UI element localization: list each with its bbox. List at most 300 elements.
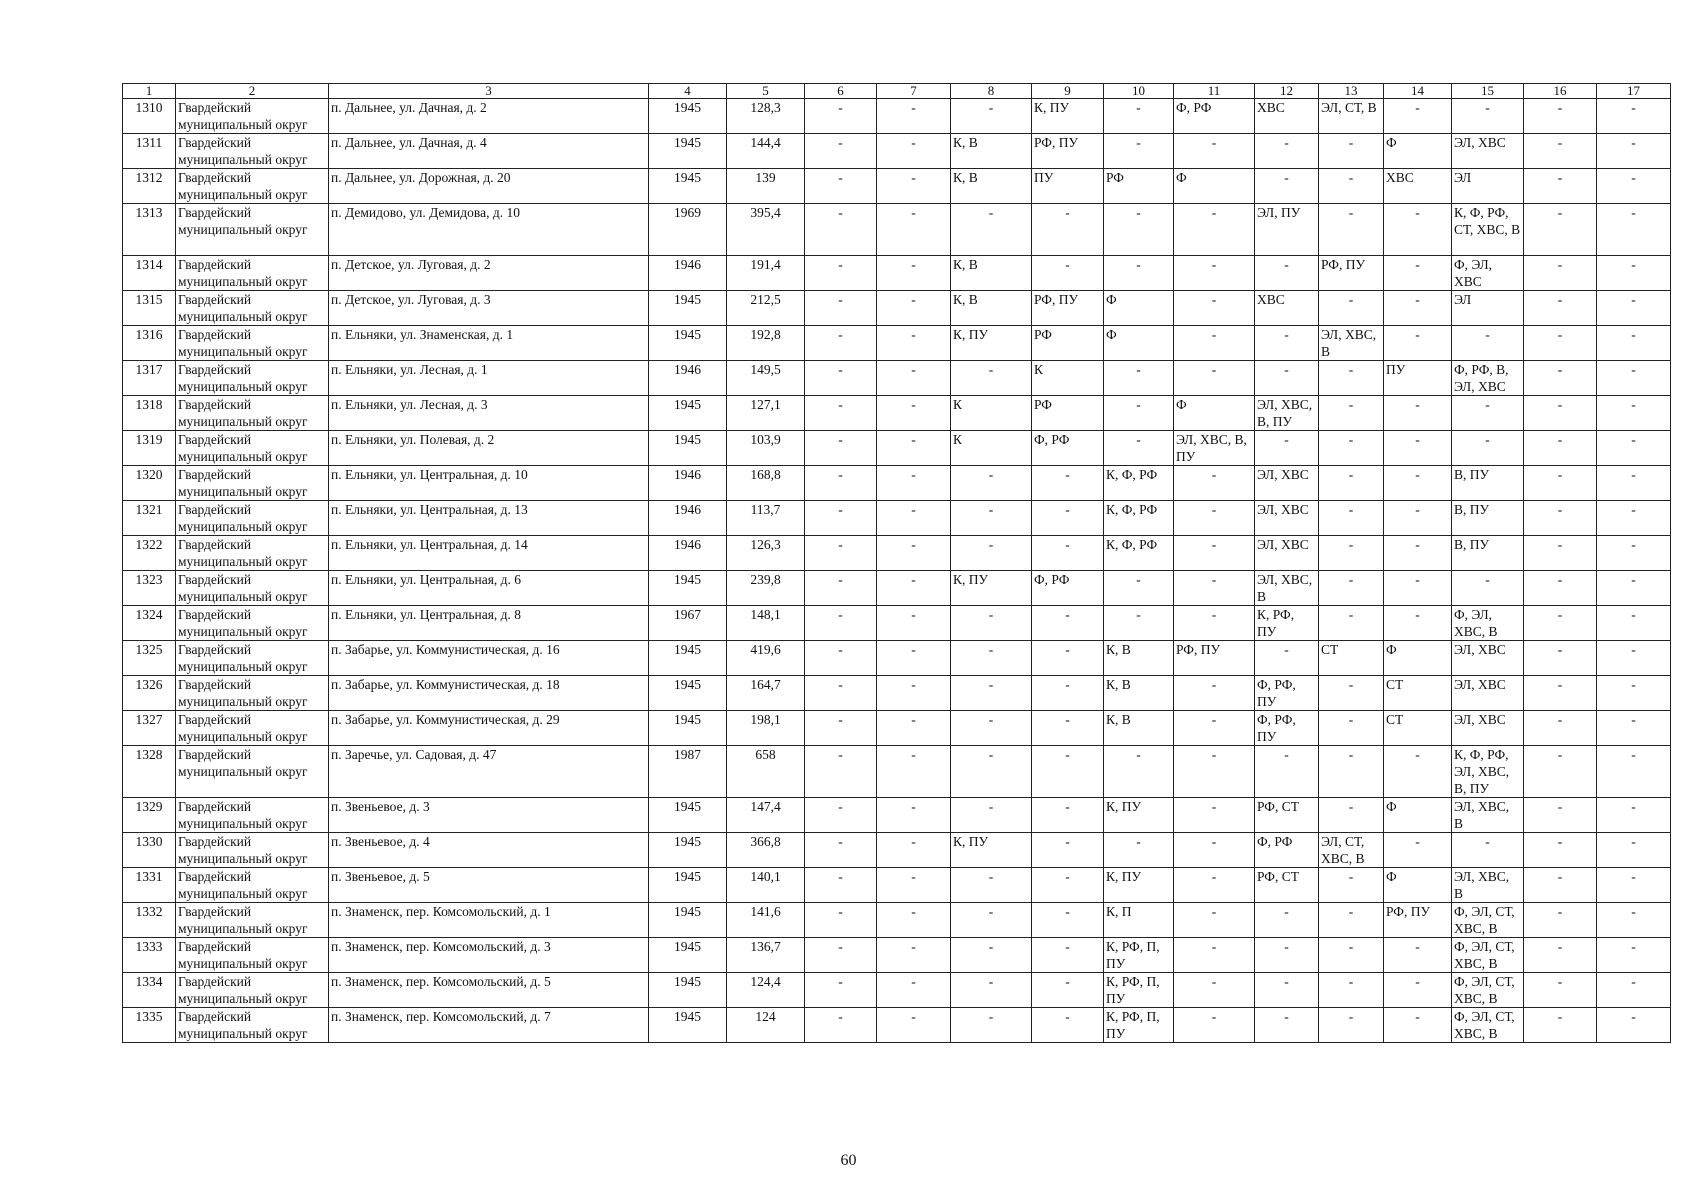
table-cell: - [877, 676, 951, 711]
table-cell: Гвардейский муниципальный округ [176, 396, 329, 431]
row-index-cell: 1320 [123, 466, 176, 501]
table-cell: - [1255, 169, 1319, 204]
table-cell: - [1384, 204, 1452, 256]
table-row [123, 1008, 1671, 1043]
table-cell: 198,1 [727, 711, 805, 746]
row-index-cell: 1311 [123, 134, 176, 169]
table-cell: 103,9 [727, 431, 805, 466]
table-cell: К, ПУ [951, 571, 1032, 606]
table-cell: 1945 [649, 134, 727, 169]
table-cell: - [1174, 1008, 1255, 1043]
table-cell: К, РФ, П, ПУ [1104, 1008, 1174, 1043]
row-index-cell: 1316 [123, 326, 176, 361]
table-cell: - [1174, 204, 1255, 256]
table-cell: К, В [951, 134, 1032, 169]
row-index-cell: 1331 [123, 868, 176, 903]
table-cell: К, Ф, РФ [1104, 536, 1174, 571]
table-cell: - [1452, 833, 1524, 868]
table-cell: - [1104, 571, 1174, 606]
table-cell: - [1174, 746, 1255, 798]
table-cell: - [951, 641, 1032, 676]
table-cell: 1945 [649, 396, 727, 431]
address-cell: п. Ельняки, ул. Центральная, д. 14 [329, 536, 649, 571]
row-index-cell: 1326 [123, 676, 176, 711]
table-cell: - [877, 606, 951, 641]
address-cell: п. Заречье, ул. Садовая, д. 47 [329, 746, 649, 798]
table-cell: - [1319, 1008, 1384, 1043]
column-number-header: 12 [1255, 84, 1319, 99]
table-cell: - [1384, 396, 1452, 431]
table-cell: 1967 [649, 606, 727, 641]
table-row [123, 466, 1671, 501]
table-cell: К, РФ, П, ПУ [1104, 973, 1174, 1008]
row-index-cell: 1324 [123, 606, 176, 641]
address-cell: п. Ельняки, ул. Центральная, д. 10 [329, 466, 649, 501]
table-cell: - [1255, 431, 1319, 466]
table-row [123, 903, 1671, 938]
table-cell: - [951, 361, 1032, 396]
table-cell: 1946 [649, 466, 727, 501]
table-cell: - [805, 536, 877, 571]
table-cell: - [1597, 938, 1671, 973]
table-cell: - [805, 169, 877, 204]
table-row [123, 798, 1671, 833]
table-cell: Ф [1174, 396, 1255, 431]
page-number: 60 [840, 1152, 857, 1169]
table-cell: - [1174, 326, 1255, 361]
table-cell: - [1174, 606, 1255, 641]
table-cell: - [805, 431, 877, 466]
table-cell: Ф [1384, 641, 1452, 676]
table-cell: - [1597, 868, 1671, 903]
table-cell: - [1597, 641, 1671, 676]
table-cell: Гвардейский муниципальный округ [176, 938, 329, 973]
table-cell: - [1524, 169, 1597, 204]
table-cell: - [1174, 868, 1255, 903]
table-cell: Гвардейский муниципальный округ [176, 466, 329, 501]
table-cell: - [1104, 204, 1174, 256]
table-cell: - [1597, 204, 1671, 256]
table-cell: РФ, ПУ [1032, 291, 1104, 326]
table-cell: - [1104, 396, 1174, 431]
column-number-header: 2 [176, 84, 329, 99]
table-cell: Гвардейский муниципальный округ [176, 134, 329, 169]
table-cell: 164,7 [727, 676, 805, 711]
address-cell: п. Ельняки, ул. Лесная, д. 1 [329, 361, 649, 396]
table-cell: 127,1 [727, 396, 805, 431]
address-cell: п. Знаменск, пер. Комсомольский, д. 5 [329, 973, 649, 1008]
table-row [123, 169, 1671, 204]
table-cell: - [1319, 903, 1384, 938]
table-cell: - [1032, 1008, 1104, 1043]
column-number-header: 16 [1524, 84, 1597, 99]
table-cell: - [1032, 903, 1104, 938]
table-cell: ЭЛ [1452, 291, 1524, 326]
table-cell: - [877, 256, 951, 291]
row-index-cell: 1322 [123, 536, 176, 571]
table-cell: - [1597, 833, 1671, 868]
table-cell: - [805, 291, 877, 326]
table-cell: К, РФ, П, ПУ [1104, 938, 1174, 973]
column-number-header: 11 [1174, 84, 1255, 99]
table-cell: ЭЛ, ХВС [1255, 501, 1319, 536]
table-cell: - [1319, 134, 1384, 169]
table-cell: Ф [1104, 326, 1174, 361]
table-cell: - [1597, 536, 1671, 571]
table-cell: - [1524, 606, 1597, 641]
table-cell: - [1104, 431, 1174, 466]
row-index-cell: 1330 [123, 833, 176, 868]
table-cell: 1945 [649, 938, 727, 973]
table-cell: - [1255, 326, 1319, 361]
table-cell: - [1174, 711, 1255, 746]
table-cell: 168,8 [727, 466, 805, 501]
table-cell: - [1597, 291, 1671, 326]
table-cell: - [877, 973, 951, 1008]
column-number-header: 7 [877, 84, 951, 99]
table-cell: - [805, 204, 877, 256]
table-cell: В, ПУ [1452, 501, 1524, 536]
housing-register-table [122, 83, 1671, 1043]
register-sheet [122, 83, 1670, 1043]
table-cell: - [805, 868, 877, 903]
address-cell: п. Дальнее, ул. Дорожная, д. 20 [329, 169, 649, 204]
table-cell: - [1597, 466, 1671, 501]
table-cell: - [1255, 938, 1319, 973]
address-cell: п. Ельняки, ул. Центральная, д. 8 [329, 606, 649, 641]
table-cell: К, Ф, РФ [1104, 466, 1174, 501]
table-cell: ЭЛ, ХВС, В [1319, 326, 1384, 361]
table-cell: - [1597, 746, 1671, 798]
table-cell: Гвардейский муниципальный округ [176, 641, 329, 676]
table-cell: Гвардейский муниципальный округ [176, 501, 329, 536]
table-row [123, 676, 1671, 711]
table-row [123, 536, 1671, 571]
table-row [123, 973, 1671, 1008]
table-cell: - [1597, 606, 1671, 641]
table-cell: Ф [1174, 169, 1255, 204]
table-cell: - [877, 571, 951, 606]
table-cell: - [1174, 938, 1255, 973]
table-cell: - [877, 99, 951, 134]
table-cell: - [1452, 396, 1524, 431]
table-cell: - [805, 833, 877, 868]
table-body [123, 84, 1671, 1043]
address-cell: п. Демидово, ул. Демидова, д. 10 [329, 204, 649, 256]
table-cell: - [877, 396, 951, 431]
table-cell: - [1319, 466, 1384, 501]
table-cell: РФ [1032, 326, 1104, 361]
table-cell: 149,5 [727, 361, 805, 396]
table-cell: К, В [951, 169, 1032, 204]
table-cell: - [805, 938, 877, 973]
table-cell: - [1174, 466, 1255, 501]
table-cell: 1946 [649, 361, 727, 396]
table-cell: - [951, 204, 1032, 256]
table-cell: - [1597, 798, 1671, 833]
table-cell: - [1452, 99, 1524, 134]
table-cell: - [1174, 833, 1255, 868]
table-cell: - [1384, 466, 1452, 501]
table-cell: Гвардейский муниципальный округ [176, 291, 329, 326]
table-cell: - [1104, 833, 1174, 868]
table-cell: В, ПУ [1452, 536, 1524, 571]
table-row [123, 204, 1671, 256]
table-cell: РФ [1104, 169, 1174, 204]
table-cell: - [1319, 868, 1384, 903]
table-cell: - [1174, 501, 1255, 536]
table-cell: 1945 [649, 798, 727, 833]
table-row [123, 606, 1671, 641]
table-cell: - [1032, 676, 1104, 711]
table-cell: - [1319, 536, 1384, 571]
table-cell: - [877, 431, 951, 466]
table-cell: - [1524, 134, 1597, 169]
column-number-header: 8 [951, 84, 1032, 99]
table-cell: Ф [1384, 868, 1452, 903]
table-cell: - [1524, 571, 1597, 606]
table-cell: - [1384, 833, 1452, 868]
table-cell: ЭЛ, ПУ [1255, 204, 1319, 256]
table-cell: ЭЛ, ХВС, В [1452, 868, 1524, 903]
table-cell: 366,8 [727, 833, 805, 868]
table-cell: - [1032, 973, 1104, 1008]
table-cell: - [1032, 711, 1104, 746]
table-cell: - [805, 746, 877, 798]
table-cell: - [1255, 746, 1319, 798]
table-cell: - [805, 571, 877, 606]
table-cell: 395,4 [727, 204, 805, 256]
table-cell: - [1104, 99, 1174, 134]
table-cell: - [1384, 431, 1452, 466]
table-row [123, 746, 1671, 798]
table-cell: 1945 [649, 1008, 727, 1043]
table-cell: - [1319, 676, 1384, 711]
table-cell: К, ПУ [1032, 99, 1104, 134]
table-cell: ЭЛ, ХВС, В, ПУ [1174, 431, 1255, 466]
table-cell: - [1524, 798, 1597, 833]
table-cell: - [877, 798, 951, 833]
table-cell: - [1597, 676, 1671, 711]
column-number-header: 13 [1319, 84, 1384, 99]
table-cell: Ф, РФ [1174, 99, 1255, 134]
table-cell: - [951, 501, 1032, 536]
column-number-header: 15 [1452, 84, 1524, 99]
table-cell: ЭЛ, ХВС [1452, 676, 1524, 711]
table-cell: Гвардейский муниципальный округ [176, 326, 329, 361]
table-cell: - [1104, 606, 1174, 641]
table-cell: - [1255, 1008, 1319, 1043]
table-cell: - [1524, 676, 1597, 711]
table-cell: 192,8 [727, 326, 805, 361]
table-cell: Гвардейский муниципальный округ [176, 536, 329, 571]
table-cell: 1945 [649, 676, 727, 711]
table-cell: РФ, СТ [1255, 798, 1319, 833]
table-cell: Гвардейский муниципальный округ [176, 711, 329, 746]
table-cell: - [877, 903, 951, 938]
table-cell: - [1524, 641, 1597, 676]
address-cell: п. Звеньевое, д. 5 [329, 868, 649, 903]
table-cell: - [1174, 291, 1255, 326]
table-cell: - [1255, 973, 1319, 1008]
table-cell: - [805, 361, 877, 396]
table-cell: 140,1 [727, 868, 805, 903]
table-cell: 139 [727, 169, 805, 204]
table-cell: К, В [951, 256, 1032, 291]
table-cell: К, В [951, 291, 1032, 326]
table-cell: - [1319, 606, 1384, 641]
table-cell: - [1597, 501, 1671, 536]
table-cell: - [805, 641, 877, 676]
table-row [123, 938, 1671, 973]
table-cell: - [1319, 204, 1384, 256]
table-cell: Ф [1384, 134, 1452, 169]
table-cell: - [1524, 466, 1597, 501]
table-cell: Гвардейский муниципальный округ [176, 169, 329, 204]
row-index-cell: 1313 [123, 204, 176, 256]
table-cell: Ф [1384, 798, 1452, 833]
table-cell: К [1032, 361, 1104, 396]
table-cell: 124,4 [727, 973, 805, 1008]
table-cell: 1987 [649, 746, 727, 798]
table-cell: - [1174, 676, 1255, 711]
table-cell: - [1032, 746, 1104, 798]
table-cell: - [1452, 431, 1524, 466]
table-cell: К, Ф, РФ, СТ, ХВС, В [1452, 204, 1524, 256]
table-cell: - [805, 711, 877, 746]
table-cell: - [1524, 973, 1597, 1008]
table-cell: - [1524, 868, 1597, 903]
table-cell: Гвардейский муниципальный округ [176, 903, 329, 938]
table-cell: - [1032, 641, 1104, 676]
table-cell: - [1032, 256, 1104, 291]
table-row [123, 134, 1671, 169]
address-cell: п. Звеньевое, д. 3 [329, 798, 649, 833]
table-cell: Ф, РФ [1032, 571, 1104, 606]
row-index-cell: 1333 [123, 938, 176, 973]
table-cell: - [1319, 169, 1384, 204]
table-cell: 191,4 [727, 256, 805, 291]
row-index-cell: 1318 [123, 396, 176, 431]
table-cell: ЭЛ, СТ, ХВС, В [1319, 833, 1384, 868]
table-cell: Гвардейский муниципальный округ [176, 204, 329, 256]
row-index-cell: 1317 [123, 361, 176, 396]
table-cell: - [1597, 169, 1671, 204]
table-cell: - [1384, 1008, 1452, 1043]
table-cell: - [1319, 973, 1384, 1008]
table-cell: Ф, ЭЛ, СТ, ХВС, В [1452, 973, 1524, 1008]
table-cell: - [1319, 571, 1384, 606]
table-row [123, 291, 1671, 326]
table-row [123, 396, 1671, 431]
row-index-cell: 1329 [123, 798, 176, 833]
table-cell: ЭЛ, ХВС, В [1452, 798, 1524, 833]
table-cell: К, В [1104, 711, 1174, 746]
table-cell: - [1104, 361, 1174, 396]
table-cell: Гвардейский муниципальный округ [176, 606, 329, 641]
table-cell: К, ПУ [1104, 798, 1174, 833]
table-cell: - [1597, 326, 1671, 361]
table-cell: К, ПУ [951, 833, 1032, 868]
table-cell: К [951, 396, 1032, 431]
table-cell: - [1597, 711, 1671, 746]
table-cell: ЭЛ, СТ, В [1319, 99, 1384, 134]
table-cell: - [1384, 606, 1452, 641]
table-cell: - [877, 501, 951, 536]
table-cell: Ф, РФ [1032, 431, 1104, 466]
address-cell: п. Ельняки, ул. Центральная, д. 13 [329, 501, 649, 536]
table-cell: - [805, 326, 877, 361]
table-row [123, 99, 1671, 134]
table-row [123, 571, 1671, 606]
address-cell: п. Дальнее, ул. Дачная, д. 4 [329, 134, 649, 169]
table-cell: - [951, 606, 1032, 641]
address-cell: п. Ельняки, ул. Лесная, д. 3 [329, 396, 649, 431]
table-cell: - [877, 641, 951, 676]
column-number-header: 10 [1104, 84, 1174, 99]
table-cell: 113,7 [727, 501, 805, 536]
row-index-cell: 1332 [123, 903, 176, 938]
table-cell: - [1524, 204, 1597, 256]
table-cell: - [1255, 641, 1319, 676]
table-cell: - [1384, 326, 1452, 361]
address-cell: п. Знаменск, пер. Комсомольский, д. 3 [329, 938, 649, 973]
table-cell: - [1319, 746, 1384, 798]
table-cell: - [1597, 99, 1671, 134]
table-cell: - [1524, 326, 1597, 361]
table-cell: Гвардейский муниципальный округ [176, 361, 329, 396]
table-cell: - [1597, 256, 1671, 291]
table-cell: РФ, СТ [1255, 868, 1319, 903]
address-cell: п. Детское, ул. Луговая, д. 3 [329, 291, 649, 326]
table-cell: - [877, 833, 951, 868]
row-index-cell: 1328 [123, 746, 176, 798]
table-cell: - [1104, 746, 1174, 798]
table-cell: 144,4 [727, 134, 805, 169]
address-cell: п. Дальнее, ул. Дачная, д. 2 [329, 99, 649, 134]
table-cell: Гвардейский муниципальный округ [176, 1008, 329, 1043]
row-index-cell: 1312 [123, 169, 176, 204]
table-cell: - [1032, 798, 1104, 833]
table-cell: ЭЛ, ХВС [1452, 711, 1524, 746]
table-cell: - [1524, 711, 1597, 746]
table-cell: 1946 [649, 256, 727, 291]
column-number-header-row [123, 84, 1671, 99]
table-row [123, 711, 1671, 746]
table-cell: СТ [1384, 711, 1452, 746]
row-index-cell: 1325 [123, 641, 176, 676]
table-cell: - [1032, 938, 1104, 973]
table-cell: - [1174, 973, 1255, 1008]
table-cell: - [805, 134, 877, 169]
table-cell: 1945 [649, 641, 727, 676]
table-cell: - [1524, 361, 1597, 396]
table-cell: - [805, 1008, 877, 1043]
table-cell: - [1524, 1008, 1597, 1043]
table-cell: Ф, ЭЛ, СТ, ХВС, В [1452, 903, 1524, 938]
table-row [123, 361, 1671, 396]
table-cell: Ф, РФ, ПУ [1255, 711, 1319, 746]
table-cell: Гвардейский муниципальный округ [176, 798, 329, 833]
table-cell: 141,6 [727, 903, 805, 938]
row-index-cell: 1315 [123, 291, 176, 326]
table-cell: К, ПУ [1104, 868, 1174, 903]
table-cell: ХВС [1255, 99, 1319, 134]
table-cell: - [877, 711, 951, 746]
table-cell: - [877, 536, 951, 571]
table-cell: - [805, 903, 877, 938]
address-cell: п. Ельняки, ул. Полевая, д. 2 [329, 431, 649, 466]
